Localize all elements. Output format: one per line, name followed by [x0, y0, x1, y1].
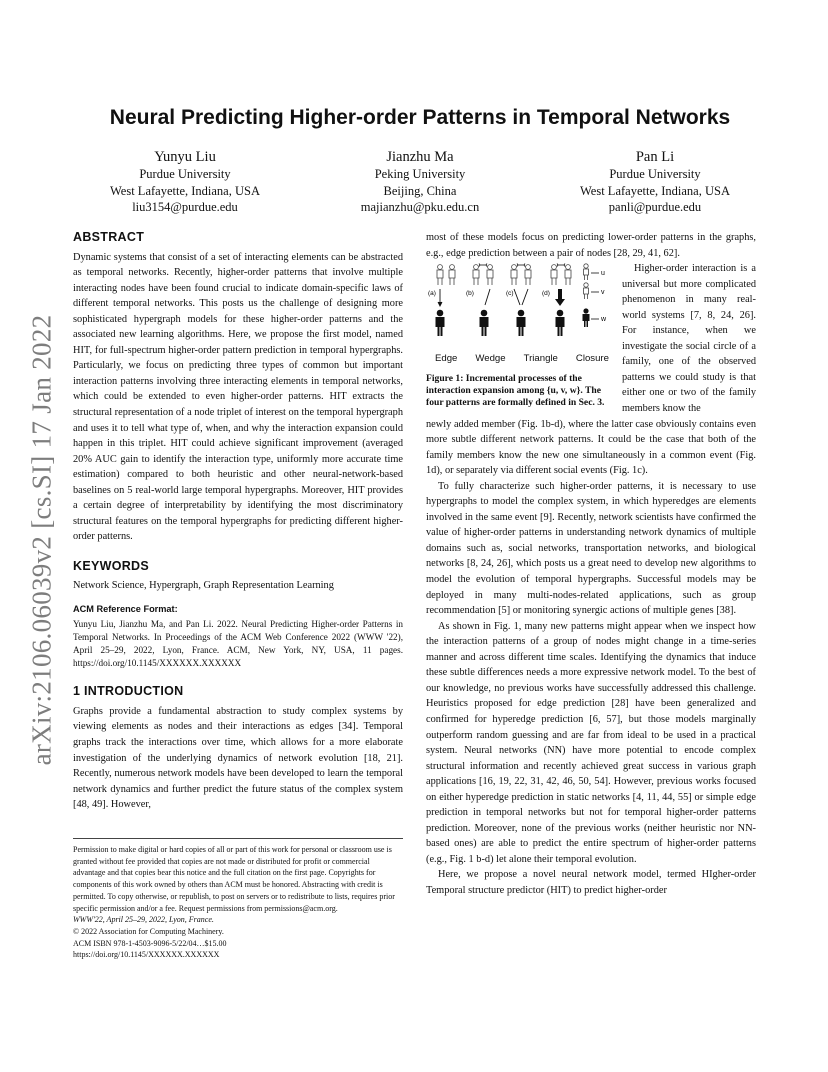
- pattern-label-wedge: Wedge: [475, 353, 506, 365]
- panel-d-people: [551, 264, 571, 286]
- author-email[interactable]: panli@purdue.edu: [608, 200, 702, 214]
- abstract-text: Dynamic systems that consist of a set of interacting elements can be abstracted as temporal networks. Recently, higher-order patterns that involve multiple interacting nodes have been found crucial to indicate domain-specific laws of different temporal networks. This posts us the challenge of designing more sophisticated hypergraph models for these higher-order patterns and the associated new learning algorithms. Here, we propose the first model, named HIT, for full-spectrum higher-order pattern prediction in temporal hypergraphs. Particularly, we focus on predicting three types of common but important interaction patterns involving three interacting elements in temporal networks, which could be extended to even higher-order patterns. HIT extracts the structural representation of a node triplet of interest on the temporal hypergraph and uses it to tell what type of, when, and why the interaction expansion could happen in this triplet. HIT could achieve significant improvement (averaged 20% AUC gain to identify the interaction type, uniformly more accurate time estimation) compared to both heuristic and other neural-network-based baselines on 5 real-world large temporal hypergraphs. Moreover, HIT provides a certain degree of interpretability by identifying the most discriminatory structural features on the temporal hypergraphs for predicting different higher-order patterns.: [73, 251, 403, 543]
- pattern-label-edge: Edge: [434, 353, 458, 365]
- paragraph-hypergraphs: To fully characterize such higher-order patterns, it is necessary to use hypergraphs to model the complex system, in which hyperedges are elements involved in the same event [9]. Recently, network scientists have confirmed the value of higher-order patterns in understanding network dynamics of multiple domains such as, social networks, transportation networks, and biological networks [8, 24, 26], which posts us a great need to develop new algorithms to model the evolution of temporal hypergraphs. Successful models may be deployed in many multi-nodes-related applications, such as group recommendation [5] or monitoring synergic actions of multiple genes [38].: [426, 480, 756, 617]
- isbn-line: ACM ISBN 978-1-4503-9096-5/22/04…$15.00: [73, 938, 227, 948]
- author-affiliation: Purdue University: [609, 167, 701, 181]
- author-name: Pan Li: [635, 149, 675, 165]
- author-name: Yunyu Liu: [154, 149, 216, 165]
- author-affiliation: Purdue University: [139, 167, 231, 181]
- doi-line[interactable]: https://doi.org/10.1145/XXXXXX.XXXXXX: [73, 950, 220, 960]
- author-location: West Lafayette, Indiana, USA: [580, 183, 730, 198]
- panel-c-people: [511, 264, 531, 286]
- paper-title: Neural Predicting Higher-order Patterns in Temporal Networks: [109, 106, 731, 129]
- conference-line: WWW'22, April 25–29, 2022, Lyon, France.: [73, 915, 214, 925]
- panel-label-c: (c): [506, 290, 514, 298]
- author-name: Jianzhu Ma: [386, 149, 454, 165]
- panel-label-b: (b): [466, 290, 474, 298]
- pattern-label-row: [426, 351, 618, 367]
- panel-c-triangle-arrows: [514, 289, 528, 305]
- arxiv-id-text: arXiv:2106.06039v2 [cs.SI] 17 Jan 2022: [26, 314, 57, 766]
- paragraph-proposal: Here, we propose a novel neural network model, termed HIgher-order Temporal structure predictor (HIT) to predict higher-order: [426, 869, 756, 896]
- wrapped-paragraph: Higher-order interaction is a universal but more complicated phenomenon in many real-world systems [7, 8, 24, 26]. For instance, when we investigate the social circle of a family, one of the observed patterns we could study is that either one or two of the family members know the: [622, 263, 756, 415]
- copyright-line: © 2022 Association for Computing Machinery.: [73, 926, 224, 936]
- target-node-row: [436, 308, 590, 336]
- pattern-label-closure: Closure: [575, 353, 609, 365]
- right-column: [426, 230, 756, 899]
- node-label-v: v: [601, 289, 605, 297]
- panel-b-wedge-arrow: [485, 289, 490, 305]
- figure-1-block: [426, 261, 756, 416]
- acm-reference-heading: ACM Reference Format:: [73, 604, 178, 615]
- pattern-label-triangle: Triangle: [523, 353, 558, 365]
- node-label-w: w: [601, 316, 607, 324]
- node-label-u: u: [601, 270, 605, 278]
- author-location: Beijing, China: [383, 183, 457, 198]
- author-3: [540, 148, 770, 216]
- interaction-patterns-figure: [426, 261, 618, 349]
- figure-1: [426, 261, 618, 410]
- permission-text: Permission to make digital or hard copies of all or part of this work for personal or classroom use is granted without fee provided that copies are not made or distributed for profit or commercial advantage and that copies bear this notice and the full citation on the first page. Copyrights for components of this work owned by others than ACM must be honored. Abstracting with credit is permitted. To copy otherwise, or republish, to post on servers or to redistribute to lists, requires prior specific permission and/or a fee. Request permissions from permissions@acm.org.: [73, 845, 395, 913]
- panel-a-people: [437, 265, 455, 285]
- introduction-text: Graphs provide a fundamental abstraction to study complex systems by viewing elements as nodes and their interactions as edges [34]. Temporal graphs track the interactions over time, which allows for a more elaborate investigation of the underlying dynamics of network evolution [18, 21]. Recently, numerous network models have been developed to learn the temporal network dynamics and further predict the future status of the complex system [48, 49]. However,: [73, 705, 403, 811]
- panel-label-d: (d): [542, 290, 550, 298]
- author-email[interactable]: majianzhu@pku.edu.cn: [360, 200, 480, 214]
- figure-1-caption: Figure 1: Incremental processes of the interaction expansion among {u, v, w}. The four patterns are formally defined in Sec. 3.: [426, 372, 605, 409]
- author-2: [305, 148, 535, 216]
- panel-b-people: [473, 264, 493, 286]
- author-email[interactable]: liu3154@purdue.edu: [132, 200, 238, 214]
- intro-continued-paragraph: most of these models focus on predicting lower-order patterns in the graphs, e.g., edge prediction between a pair of nodes [28, 29, 41, 62].: [426, 232, 756, 259]
- panel-a-edge-arrow: [438, 289, 442, 306]
- author-1: [70, 148, 300, 216]
- paragraph-patterns: As shown in Fig. 1, many new patterns might appear when we inspect how the interaction patterns of a group of nodes might change in a time-series manner and across different time scales. Identifying the dynamics that induce these subtle differences needs a more expressive network model. To the best of our knowledge, no previous works have successfully addressed this challenge. Heuristics proposed for edge prediction [28] have been generalized and confirmed for hyperedge prediction [6, 57], but those models marginally outperform random guessing and are far from ideal to be used in a practical system. Neural networks (NN) have more potential to encode complex structural information and recently achieved great success in various graph applications [16, 19, 22, 31, 42, 46, 50, 54]. However, previous works focused on either hyperedge prediction in static networks [4, 11, 44, 55] or simple edge prediction in temporal networks but not for temporal higher-order patterns prediction. Moreover, none of the previous works (neither heuristic nor NN-based ones) are able to predict the entire spectrum of higher-order patterns (e.g., Fig. 1 b-d) let alone their temporal evolution.: [426, 620, 756, 865]
- keywords-text: Network Science, Hypergraph, Graph Representation Learning: [73, 580, 334, 592]
- keywords-heading: KEYWORDS: [73, 558, 150, 573]
- arxiv-identifier-stamp: [22, 300, 62, 780]
- acm-reference-text: Yunyu Liu, Jianzhu Ma, and Pan Li. 2022. Neural Predicting Higher-order Patterns in Temporal Networks. In Proceedings of the ACM Web Conference 2022 (WWW '22), April 25–29, 2022, Lyon, France. ACM, New York, NY, USA, 11 pages. https://doi.org/10.1145/XXXXXX.XXXXXX: [73, 618, 403, 669]
- author-location: West Lafayette, Indiana, USA: [110, 183, 260, 198]
- author-block: [70, 148, 770, 228]
- author-affiliation: Peking University: [374, 167, 466, 181]
- abstract-heading: ABSTRACT: [73, 230, 145, 244]
- permission-footnote: [73, 838, 403, 961]
- panel-label-a: (a): [428, 290, 436, 298]
- panel-d-closure-arrow: [555, 289, 565, 306]
- left-column: [73, 230, 403, 813]
- introduction-heading: 1 INTRODUCTION: [73, 684, 184, 699]
- paragraph-continued: newly added member (Fig. 1b-d), where the latter case obviously contains even more subtle different network patterns. It could be the case that both of the family members know the new one simultaneously in a common event (Fig. 1d), or separately via different social events (Fig. 1c).: [426, 418, 756, 477]
